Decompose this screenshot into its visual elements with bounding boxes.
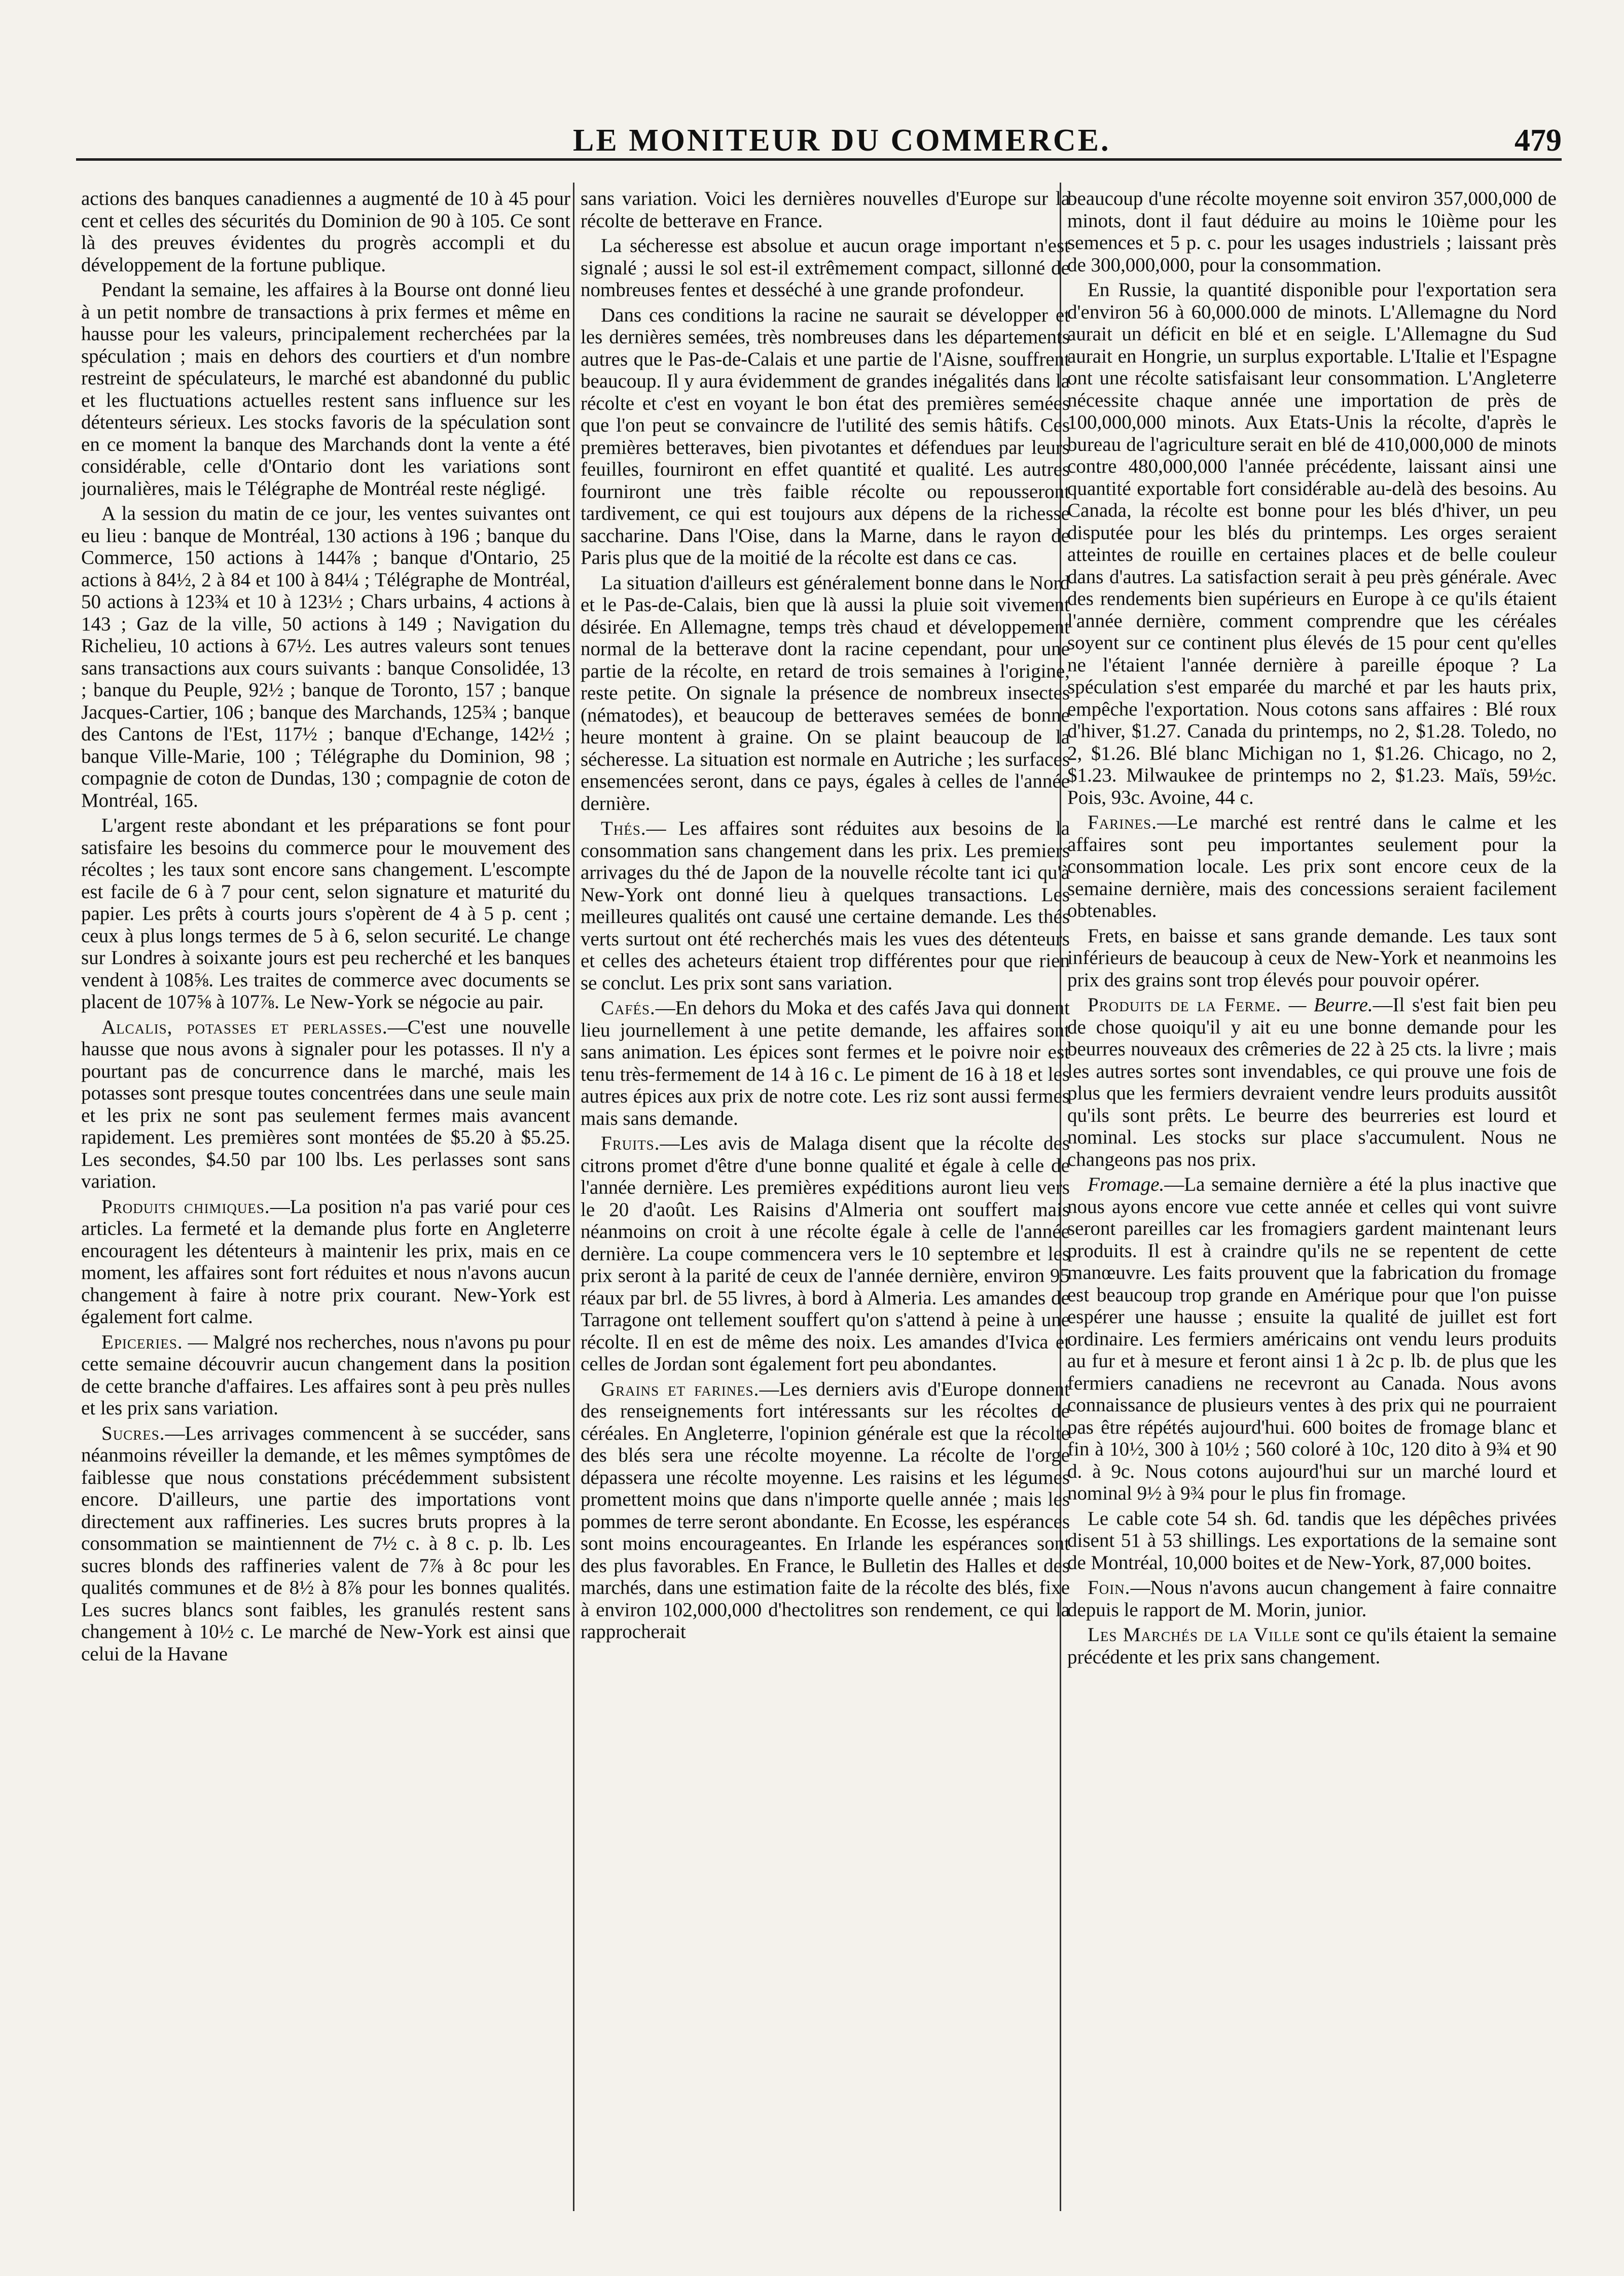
paragraph — [581, 304, 1070, 569]
column-2 — [581, 188, 1070, 1646]
paragraph-text: —Nous n'avons aucun changement à faire connaitre depuis le rapport de M. Morin, junior. — [1067, 1577, 1557, 1621]
paragraph-text: Le cable cote 54 sh. 6d. tandis que les dépêches privées disent 51 à 53 shillings. Les exportations de la semaine sont de Montréal, 10,000 boites et de New-York, 87,000 boites. — [1067, 1507, 1557, 1574]
paragraph — [1067, 1624, 1557, 1668]
paragraph-text: actions des banques canadiennes a augmenté de 10 à 45 pour cent et celles des sécurités du Dominion de 90 à 105. Ce sont là des preuves évidentes du progrès accompli et du développement de la fortune publique. — [81, 188, 570, 276]
paragraph-text: La situation d'ailleurs est généralement bonne dans le Nord et le Pas-de-Calais, bien que là aussi la pluie soit vivement désirée. En Allemagne, temps très chaud et développement normal de la betterave dont la racine cependant, pour une partie de la récolte, en retard de trois semaines à l'origine, reste petite. On signale la présence de nombreux insectes (nématodes), et beaucoup de betteraves semées de bonne heure montent à graine. On se plaint beaucoup de la sécheresse. La situation est normale en Autriche ; les surfaces ensemencées seront, dans ce pays, égales à celles de l'année dernière. — [581, 572, 1070, 814]
section-heading: Cafés. — [601, 997, 656, 1019]
paragraph-text: —C'est une nouvelle hausse que nous avons à signaler pour les potasses. Il n'y a pourtant pas de concurrence dans le marché, mais les potasses sont presque toutes concentrées dans une seule main et les prix ne sont pas seulement fermes mais avancent rapidement. Les premières sont montées de $5.20 à $5.25. Les secondes, $4.50 par 100 lbs. Les perlasses sont sans variation. — [81, 1016, 570, 1192]
paragraph — [581, 997, 1070, 1129]
section-heading: Fruits. — [601, 1132, 660, 1154]
section-heading: Alcalis, potasses et perlasses. — [101, 1016, 388, 1038]
paragraph — [81, 1422, 570, 1665]
paragraph — [81, 503, 570, 811]
paragraph-text: —Le marché est rentré dans le calme et les affaires sont peu importantes seulement pour la consommation locale. Les prix sont encore ceux de la semaine dernière, mais des concessions seraient facilement obtenables. — [1067, 811, 1557, 921]
paragraph — [581, 235, 1070, 301]
paragraph-text: —La semaine dernière a été la plus inactive que nous ayons encore vue cette année et celles qui vont suivre seront pareilles car les fromagiers gardent maintenant leurs produits. Il est à craindre qu'ils ne se repentent de cette manœuvre. Les faits prouvent que la fabrication du fromage est beaucoup trop grande en Amérique pour que l'on puisse espérer une hausse ; ensuite la qualité de juillet est fort ordinaire. Les fermiers américains ont vendu leurs produits au fur et à mesure et feront ainsi 1 à 2c p. lb. de plus que les fermiers canadiens ne recevront au Canada. Nous avons connaissance de plusieurs ventes à des prix qui ne pourraient pas être répétés aujourd'hui. 600 boites de fromage blanc et fin à 10½, 300 à 10½ ; 560 coloré à 10c, 120 dito à 9¾ et 90 d. à 9c. Nous cotons aujourd'hui sur un marché lourd et nominal 9½ à 9¾ pour le plus fin fromage. — [1067, 1173, 1557, 1504]
paragraph-text: — Malgré nos recherches, nous n'avons pu pour cette semaine découvrir aucun changement dans la position de cette branche d'affaires. Les affaires sont à peu près nulles et les prix sans variation. — [81, 1331, 570, 1419]
paragraph — [1067, 279, 1557, 808]
paragraph-text: Dans ces conditions la racine ne saurait se développer et les dernières semées, très nombreuses dans les départements autres que le Pas-de-Calais et une partie de l'Aisne, souffrent beaucoup. Il y aura évidemment de grandes inégalités dans la récolte et c'est en voyant le bon état des premières semées que l'on peut se convaincre de l'utilité des semis hâtifs. Ces premières betteraves, bien pivotantes et défendues par leurs feuilles, fourniront en effet quantité et qualité. Les autres fourniront une très faible récolte ou repousseront tardivement, ce qui est toujours aux dépens de la richesse saccharine. Dans l'Oise, dans la Marne, dans le rayon de Paris plus que de la moitié de la récolte est dans ce cas. — [581, 304, 1070, 568]
paragraph — [1067, 925, 1557, 991]
paragraph-text: beaucoup d'une récolte moyenne soit environ 357,000,000 de minots, dont il faut déduire au moins le 10ième pour les semences et 5 p. c. pour les usages industriels ; laissant près de 300,000,000, pour la consommation. — [1067, 188, 1557, 276]
column-divider — [573, 183, 574, 2211]
paragraph — [81, 1196, 570, 1328]
section-heading: Farines. — [1088, 811, 1157, 833]
column-3 — [1067, 188, 1557, 1671]
paragraph — [1067, 1173, 1557, 1505]
page-number: 479 — [1514, 123, 1562, 158]
paragraph-text: A la session du matin de ce jour, les ventes suivantes ont eu lieu : banque de Montréal, 130 actions à 196 ; banque du Commerce, 150 actions à 144⅞ ; banque d'Ontario, 25 actions à 84½, 2 à 84 et 100 à 84¼ ; Télégraphe de Montréal, 50 actions à 123¾ et 10 à 123½ ; Chars urbains, 4 actions à 143 ; Gaz de la ville, 50 actions à 149 ; Navigation du Richelieu, 10 actions à 67½. Les autres valeurs sont tenues sans transactions aux cours suivants : banque Consolidée, 13 ; banque du Peuple, 92½ ; banque de Toronto, 157 ; banque Jacques-Cartier, 106 ; banque des Marchands, 125¾ ; banque des Cantons de l'Est, 117½ ; banque d'Echange, 142½ ; banque Ville-Marie, 100 ; Télégraphe du Dominion, 98 ; compagnie de coton de Dundas, 130 ; compagnie de coton de Montréal, 165. — [81, 503, 570, 811]
paragraph — [81, 1016, 570, 1193]
paragraph-text: Frets, en baisse et sans grande demande. Les taux sont inférieurs de beaucoup à ceux de New-York et neanmoins les prix des grains sont trop élevés pour pouvoir opérer. — [1067, 924, 1557, 991]
paragraph — [81, 814, 570, 1013]
paragraph-text: —Les arrivages commencent à se succéder, sans néanmoins réveiller la demande, et les mêmes symptômes de faiblesse que nous constations précédemment subsistent encore. D'ailleurs, une partie des importations vont directement aux raffineries. Les sucres bruts propres à la consommation se maintiennent de 7½ c. à 8 c. p. lb. Les sucres blonds des raffineries valent de 7⅞ à 8c pour les qualités communes et de 8½ à 8⅞ pour les bonnes qualités. Les sucres blancs sont faibles, les granulés restent sans changement à 10½ c. Le marché de New-York est ainsi que celui de la Havane — [81, 1422, 570, 1665]
paragraph-text: sans variation. Voici les dernières nouvelles d'Europe sur la récolte de betterave en France. — [581, 188, 1070, 232]
publication-title: LE MONITEUR DU COMMERCE. — [573, 123, 1111, 158]
paragraph — [1067, 1577, 1557, 1621]
section-heading: Produits de la Ferme. — [1088, 994, 1282, 1016]
paragraph-text: En Russie, la quantité disponible pour l'exportation sera d'environ 56 à 60,000.000 de minots. L'Allemagne du Nord aurait un déficit en blé et en seigle. L'Allemagne du Sud aurait en Hongrie, un surplus exportable. L'Italie et l'Espagne ont une récolte satisfaisant leur consommation. L'Angleterre nécessite chaque année une importation de près de 100,000,000 minots. Aux Etats-Unis la récolte, d'après le bureau de l'agriculture serait en blé de 410,000,000 de minots contre 480,000,000 l'année précédente, laissant ainsi une quantité exportable fort considérable au-delà des besoins. Au Canada, la récolte est bonne pour les blés d'hiver, un peu disputée pour les blés du printemps. Les orges seraient atteintes de rouille en certaines places et de belle couleur dans d'autres. La satisfaction serait à peu près générale. Avec des rendements bien supérieurs en Europe à ce qu'ils étaient l'année dernière, comment comprendre que les céréales soyent sur ce continent plus élevés de 15 pour cent qu'elles ne l'étaient l'année dernière à pareille époque ? La spéculation s'est emparée du marché et par les hauts prix, empêche l'exportation. Nous cotons sans affaires : Blé roux d'hiver, $1.27. Canada du printemps, no 2, $1.28. Toledo, no 2, $1.26. Blé blanc Michigan no 1, $1.26. Chicago, no 2, $1.23. Milwaukee de printemps no 2, $1.23. Maïs, 59½c. Pois, 93c. Avoine, 44 c. — [1067, 279, 1557, 808]
paragraph — [581, 1378, 1070, 1643]
paragraph — [581, 817, 1070, 994]
paragraph — [581, 572, 1070, 815]
section-heading: Epiceries. — [101, 1331, 183, 1353]
paragraph — [581, 188, 1070, 232]
column-1 — [81, 188, 570, 1668]
section-heading: Thés. — [601, 817, 646, 839]
section-heading: Sucres. — [101, 1422, 165, 1444]
section-heading: Les Marchés de la Ville — [1088, 1624, 1301, 1646]
section-heading: Produits chimiques. — [101, 1195, 270, 1218]
paragraph-text: —La position n'a pas varié pour ces articles. La fermeté et la demande plus forte en Angleterre encouragent les détenteurs à maintenir les prix, mais en ce moment, les affaires sont fort réduites et nous n'avons aucun changement à faire à notre prix courant. New-York est également fort calme. — [81, 1195, 570, 1328]
paragraph-text: — Les affaires sont réduites aux besoins de la consommation sans changement dans les prix. Les premiers arrivages du thé de Japon de la nouvelle récolte tant ici qu'à New-York ont donné lieu à quelques transactions. Les meilleures qualités ont causé une certaine demande. Les thés verts surtout ont été recherchés mais les vues des détenteurs et celles des acheteurs étaient trop différentes pour que rien se conclut. Les prix sont sans variation. — [581, 817, 1070, 994]
paragraph-text: Pendant la semaine, les affaires à la Bourse ont donné lieu à un petit nombre de transactions à prix fermes et même en hausse pour les valeurs, principalement recherchées par la spéculation ; mais en dehors des courtiers et d'un nombre restreint de spéculateurs, le marché est abandonné du public et les fluctuations actuelles restent sans influence sur les détenteurs sérieux. Les stocks favoris de la spéculation sont en ce moment la banque des Marchands dont la vente a été considérable, celle d'Ontario dont les variations sont journalières, mais le Télégraphe de Montréal reste négligé. — [81, 279, 570, 500]
paragraph — [81, 1331, 570, 1419]
section-heading: Grains et farines. — [601, 1378, 760, 1400]
paragraph — [1067, 994, 1557, 1170]
page-header — [76, 123, 1562, 161]
paragraph — [581, 1132, 1070, 1375]
paragraph-text: sont ce qu'ils étaient la semaine précédente et les prix sans changement. — [1067, 1624, 1557, 1668]
paragraph-text: —Il s'est fait bien peu de chose quoiqu'il y ait eu une bonne demande pour les beurres nouveaux des crêmeries de 22 à 25 cts. la livre ; mais les autres sortes sont invendables, ce qui prouve une fois de plus que les fermiers devraient vendre leurs produits aussitôt qu'ils sont prêts. Le beurre des beurreries est lourd et nominal. Les stocks sur place s'accumulent. Nous ne changeons pas nos prix. — [1067, 994, 1557, 1170]
paragraph-text: L'argent reste abondant et les préparations se font pour satisfaire les besoins du commerce pour le mouvement des récoltes ; les taux sont encore sans changement. L'escompte est facile de 6 à 7 pour cent, selon signature et maturité du papier. Les prêts à courts jours s'opèrent de 4 à 5 p. cent ; ceux à plus longs termes de 5 à 6, selon securité. Le change sur Londres à soixante jours est peu recherché et les banques vendent à 108⅝. Les traites de commerce avec documents se placent de 107⅝ à 107⅞. Le New-York se négocie au pair. — [81, 814, 570, 1013]
paragraph — [81, 279, 570, 500]
paragraph-text: La sécheresse est absolue et aucun orage important n'est signalé ; aussi le sol est-il extrêmement compact, sillonné de nombreuses fentes et desséché à une grande profondeur. — [581, 235, 1070, 301]
paragraph-text: —En dehors du Moka et des cafés Java qui donnent lieu journellement à une petite demande, les affaires sont sans animation. Les épices sont fermes et le poivre noir est tenu très-fermement de 14 à 16 c. Le piment de 16 à 18 et les autres épices aux prix de notre cote. Les riz sont aussi fermes mais sans demande. — [581, 997, 1070, 1129]
paragraph — [1067, 188, 1557, 276]
section-subheading: — Beurre. — [1281, 994, 1373, 1016]
section-heading: Foin. — [1088, 1577, 1131, 1598]
paragraph — [81, 188, 570, 276]
paragraph — [1067, 811, 1557, 922]
section-subheading: Fromage. — [1088, 1173, 1165, 1195]
paragraph — [1067, 1508, 1557, 1574]
paragraph-text: —Les avis de Malaga disent que la récolte des citrons promet d'être d'une bonne qualité et égale à celle de l'année dernière. Les premières expéditions auront lieu vers le 20 d'août. Les Raisins d'Almeria ont souffert mais néanmoins on croit à une récolte égale à celle de l'année dernière. La coupe commencera vers le 10 septembre et les prix seront à la parité de ceux de l'année dernière, environ 95 réaux par brl. de 55 livres, à bord à Almeria. Les amandes de Tarragone ont tellement souffert qu'on s'attend à peine à une récolte. Il en est de même des noix. Les amandes d'Ivica et celles de Jordan sont également fort peu abondantes. — [581, 1132, 1070, 1375]
paragraph-text: —Les derniers avis d'Europe donnent des renseignements fort intéressants sur les récoltes de céréales. En Angleterre, l'opinion générale est que la récolte des blés sera une récolte moyenne. La récolte de l'orge dépassera une récolte moyenne. Les raisins et les légumes promettent moins que dans n'importe quelle année ; mais les pommes de terre seront abondante. En Ecosse, les espérances sont moins encourageantes. En Irlande les espérances sont des plus favorables. En France, le Bulletin des Halles et des marchés, dans une estimation faite de la récolte des blés, fixe à environ 102,000,000 d'hectolitres son rendement, ce qui la rapprocherait — [581, 1378, 1070, 1643]
